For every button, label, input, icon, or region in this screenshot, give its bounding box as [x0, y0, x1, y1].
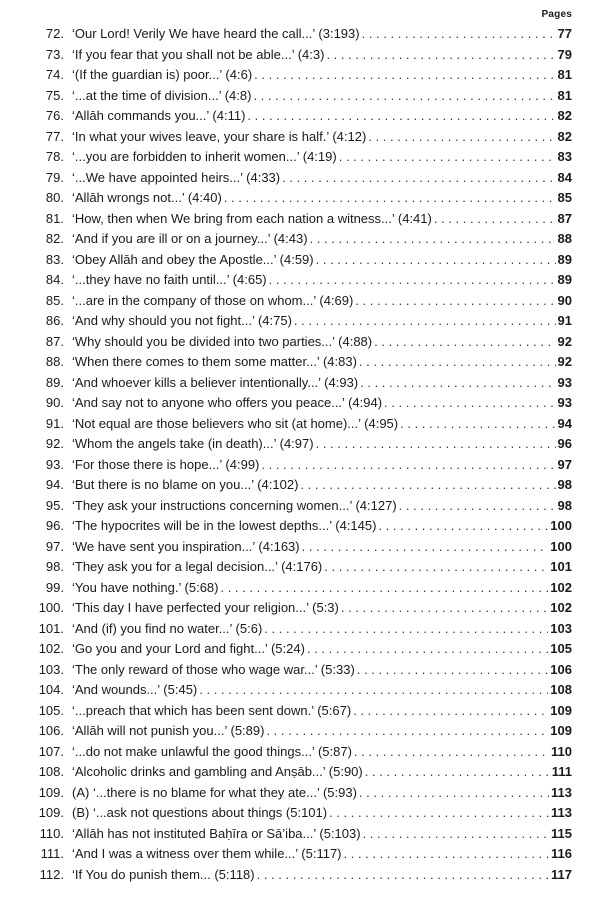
entry-page-number: 97 [557, 456, 572, 472]
dot-leader [400, 414, 555, 435]
entry-page-number: 100 [550, 518, 572, 533]
entry-number: 98. [45, 559, 64, 574]
entry-number: 90. [45, 395, 64, 410]
entry-page-number: 109 [550, 723, 572, 738]
entry-page-number: 82 [557, 128, 572, 144]
entry-number: 75. [45, 87, 64, 103]
entry-title: ‘The only reward of those who wage war...’ (5:33) [72, 661, 355, 677]
entry-page-number: 105 [550, 641, 572, 656]
entry-title: ‘For those there is hope...’ (4:99) [72, 456, 260, 472]
entry-number: 108. [38, 764, 64, 779]
toc-entry [26, 291, 572, 312]
dot-leader [253, 86, 555, 107]
dot-leader [329, 803, 549, 824]
dot-leader [374, 332, 555, 353]
toc-entry [26, 598, 572, 619]
entry-title: ‘If you fear that you shall not be able...’ (4:3) [72, 46, 325, 62]
entry-page-number: 102 [550, 600, 572, 615]
toc-entry [26, 168, 572, 189]
entry-title: ‘...preach that which has been sent down.’ (5:67) [72, 702, 352, 718]
entry-page-number: 102 [550, 579, 572, 595]
entry-page-number: 82 [557, 108, 572, 123]
dot-leader [339, 147, 556, 168]
entry-title: ‘Whom the angels take (in death)...’ (4:97) [72, 436, 314, 451]
entry-title: ‘You have nothing.’ (5:68) [72, 579, 219, 595]
entry-page-number: 92 [557, 354, 572, 369]
entry-page-number: 90 [557, 292, 572, 308]
entry-page-number: 103 [550, 620, 572, 636]
dot-leader [199, 680, 548, 701]
entry-number: 107. [38, 743, 64, 759]
toc-entry [26, 865, 572, 886]
entry-title: ‘Our Lord! Verily We have heard the call...’ (3:193) [72, 26, 360, 41]
entry-title: ‘(If the guardian is) poor...’ (4:6) [72, 67, 253, 82]
entry-number: 99. [45, 579, 64, 595]
dot-leader [310, 229, 556, 250]
entry-number: 112. [39, 866, 64, 882]
entry-title: ‘And if you are ill or on a journey...’ (4:43) [72, 231, 308, 246]
dot-leader [224, 188, 556, 209]
entry-number: 103. [38, 661, 64, 677]
entry-page-number: 100 [550, 538, 572, 554]
entry-number: 109. [38, 784, 64, 800]
entry-number: 101. [38, 620, 64, 636]
dot-leader [360, 373, 555, 394]
toc-entry [26, 742, 572, 763]
entry-page-number: 115 [551, 825, 572, 841]
entry-title: ‘And why should you not fight...’ (4:75) [72, 313, 292, 328]
entry-title: ‘This day I have perfected your religion...’ (5:3) [72, 600, 339, 615]
entry-number: 93. [45, 456, 64, 472]
dot-leader [324, 557, 548, 578]
toc-entry [26, 475, 572, 496]
toc-entry [26, 147, 572, 168]
entry-page-number: 116 [551, 846, 572, 861]
toc-entry [26, 332, 572, 353]
toc-entry [26, 24, 572, 45]
entry-title: ‘Allāh wrongs not...’ (4:40) [72, 190, 222, 205]
entry-number: 111. [40, 846, 64, 861]
dot-leader [307, 639, 548, 660]
dot-leader [353, 701, 548, 722]
entry-number: 110. [39, 825, 64, 841]
dot-leader [220, 578, 548, 599]
toc-entry [26, 783, 572, 804]
toc-entry [26, 393, 572, 414]
entry-page-number: 92 [557, 333, 572, 349]
toc-entry [26, 824, 572, 845]
dot-leader [254, 65, 555, 86]
entry-page-number: 89 [557, 272, 572, 287]
toc-entry [26, 496, 572, 517]
entry-number: 97. [45, 538, 64, 554]
dot-leader [257, 865, 549, 886]
dot-leader [359, 352, 556, 373]
dot-leader [294, 311, 556, 332]
entry-title: ‘But there is no blame on you...’ (4:102) [72, 477, 299, 492]
entry-page-number: 98 [557, 497, 572, 513]
entry-page-number: 93 [557, 374, 572, 390]
entry-title: ‘...at the time of division...’ (4:8) [72, 87, 252, 103]
toc-entry [26, 557, 572, 578]
dot-leader [302, 537, 549, 558]
entry-page-number: 117 [551, 866, 572, 882]
entry-title: (B) ‘...ask not questions about things (5:101) [72, 805, 328, 820]
entry-page-number: 111 [551, 764, 572, 779]
entry-number: 78. [45, 149, 64, 164]
entry-number: 95. [45, 497, 64, 513]
entry-page-number: 113 [551, 805, 572, 820]
dot-leader [355, 291, 555, 312]
entry-page-number: 101 [550, 559, 572, 574]
entry-title: ‘If You do punish them... (5:118) [72, 866, 255, 882]
toc-entry [26, 373, 572, 394]
entry-title: ‘Allāh has not instituted Baḥīra or Sā’iba...’ (5:103) [72, 825, 361, 841]
toc-entry [26, 434, 572, 455]
entry-number: 84. [45, 272, 64, 287]
entry-number: 86. [45, 313, 64, 328]
dot-leader [399, 496, 556, 517]
toc-entry [26, 619, 572, 640]
entry-title: ‘We have sent you inspiration...’ (4:163) [72, 538, 300, 554]
toc-entry [26, 86, 572, 107]
entry-page-number: 77 [557, 26, 572, 41]
dot-leader [357, 660, 549, 681]
table-of-contents [26, 24, 572, 885]
entry-page-number: 106 [550, 661, 572, 677]
entry-page-number: 87 [557, 210, 572, 226]
toc-entry [26, 578, 572, 599]
entry-number: 87. [45, 333, 64, 349]
toc-entry [26, 660, 572, 681]
dot-leader [365, 762, 550, 783]
entry-number: 106. [38, 723, 64, 738]
entry-page-number: 88 [557, 231, 572, 246]
dot-leader [300, 475, 555, 496]
entry-number: 100. [38, 600, 64, 615]
entry-number: 80. [45, 190, 64, 205]
dot-leader [368, 127, 555, 148]
dot-leader [434, 209, 556, 230]
entry-title: ‘And wounds...’ (5:45) [72, 682, 198, 697]
toc-entry [26, 516, 572, 537]
entry-title: ‘Not equal are those believers who sit (at home)...’ (4:95) [72, 415, 399, 431]
entry-title: (A) ‘...there is no blame for what they ate...’ (5:93) [72, 784, 357, 800]
toc-entry [26, 762, 572, 783]
entry-title: ‘And (if) you find no water...’ (5:6) [72, 620, 263, 636]
entry-number: 73. [45, 46, 64, 62]
entry-page-number: 108 [550, 682, 572, 697]
entry-page-number: 98 [557, 477, 572, 492]
entry-title: ‘...We have appointed heirs...’ (4:33) [72, 169, 281, 185]
entry-title: ‘...you are forbidden to inherit women...’ (4:19) [72, 149, 337, 164]
toc-entry [26, 803, 572, 824]
entry-number: 92. [45, 436, 64, 451]
toc-entry [26, 270, 572, 291]
entry-page-number: 113 [551, 784, 572, 800]
dot-leader [264, 619, 548, 640]
entry-title: ‘Allāh commands you...’ (4:11) [72, 108, 246, 123]
toc-entry [26, 106, 572, 127]
entry-title: ‘And say not to anyone who offers you peace...’ (4:94) [72, 395, 383, 410]
entry-page-number: 81 [557, 87, 572, 103]
dot-leader [378, 516, 548, 537]
entry-title: ‘The hypocrites will be in the lowest depths...’ (4:145) [72, 518, 377, 533]
entry-title: ‘How, then when We bring from each nation a witness...’ (4:41) [72, 210, 432, 226]
toc-entry [26, 844, 572, 865]
dot-leader [269, 270, 556, 291]
dot-leader [247, 106, 555, 127]
dot-leader [344, 844, 550, 865]
toc-entry [26, 127, 572, 148]
dot-leader [341, 598, 548, 619]
entry-number: 82. [45, 231, 64, 246]
toc-entry [26, 455, 572, 476]
entry-title: ‘In what your wives leave, your share is half.’ (4:12) [72, 128, 367, 144]
dot-leader [261, 455, 555, 476]
entry-number: 76. [45, 108, 64, 123]
toc-entry [26, 229, 572, 250]
toc-entry [26, 209, 572, 230]
toc-entry [26, 639, 572, 660]
entry-page-number: 83 [557, 149, 572, 164]
entry-page-number: 85 [557, 190, 572, 205]
entry-number: 89. [45, 374, 64, 390]
entry-title: ‘They ask your instructions concerning women...’ (4:127) [72, 497, 397, 513]
dot-leader [282, 168, 555, 189]
dot-leader [266, 721, 548, 742]
entry-number: 88. [45, 354, 64, 369]
entry-title: ‘...are in the company of those on whom...’ (4:69) [72, 292, 354, 308]
entry-number: 81. [45, 210, 64, 226]
toc-entry [26, 250, 572, 271]
entry-title: ‘Allāh will not punish you...’ (5:89) [72, 723, 265, 738]
entry-number: 102. [38, 641, 64, 656]
entry-number: 83. [45, 251, 64, 267]
dot-leader [384, 393, 556, 414]
toc-entry [26, 188, 572, 209]
entry-page-number: 89 [557, 251, 572, 267]
entry-title: ‘And I was a witness over them while...’ (5:117) [72, 846, 342, 861]
entry-title: ‘...they have no faith until...’ (4:65) [72, 272, 267, 287]
toc-entry [26, 537, 572, 558]
entry-number: 104. [38, 682, 64, 697]
toc-entry [26, 721, 572, 742]
entry-number: 74. [45, 67, 64, 82]
entry-title: ‘When there comes to them some matter...’ (4:83) [72, 354, 357, 369]
toc-entry [26, 352, 572, 373]
dot-leader [316, 250, 556, 271]
toc-entry [26, 45, 572, 66]
entry-number: 72. [45, 26, 64, 41]
entry-number: 91. [45, 415, 64, 431]
entry-title: ‘Go you and your Lord and fight...’ (5:24) [72, 641, 305, 656]
dot-leader [363, 824, 549, 845]
entry-number: 85. [45, 292, 64, 308]
entry-page-number: 93 [557, 395, 572, 410]
pages-column-header: Pages [541, 9, 572, 20]
dot-leader [362, 24, 556, 45]
entry-page-number: 91 [557, 313, 572, 328]
entry-page-number: 109 [550, 702, 572, 718]
entry-number: 94. [45, 477, 64, 492]
entry-page-number: 94 [557, 415, 572, 431]
entry-title: ‘They ask you for a legal decision...’ (4:176) [72, 559, 323, 574]
entry-title: ‘And whoever kills a believer intentionally...’ (4:93) [72, 374, 359, 390]
toc-entry [26, 65, 572, 86]
entry-number: 109. [38, 805, 64, 820]
entry-page-number: 79 [557, 46, 572, 62]
entry-page-number: 110 [551, 743, 572, 759]
entry-title: ‘Alcoholic drinks and gambling and Anṣāb...’ (5:90) [72, 764, 363, 779]
entry-page-number: 81 [557, 67, 572, 82]
entry-title: ‘...do not make unlawful the good things...’ (5:87) [72, 743, 352, 759]
dot-leader [354, 742, 549, 763]
toc-entry [26, 414, 572, 435]
entry-number: 77. [45, 128, 64, 144]
entry-title: ‘Why should you be divided into two parties...’ (4:88) [72, 333, 373, 349]
toc-entry [26, 701, 572, 722]
dot-leader [359, 783, 549, 804]
entry-number: 79. [45, 169, 64, 185]
toc-entry [26, 311, 572, 332]
entry-title: ‘Obey Allāh and obey the Apostle...’ (4:59) [72, 251, 314, 267]
entry-page-number: 84 [557, 169, 572, 185]
entry-page-number: 96 [557, 436, 572, 451]
dot-leader [326, 45, 555, 66]
toc-entry [26, 680, 572, 701]
dot-leader [316, 434, 556, 455]
entry-number: 105. [38, 702, 64, 718]
entry-number: 96. [45, 518, 64, 533]
